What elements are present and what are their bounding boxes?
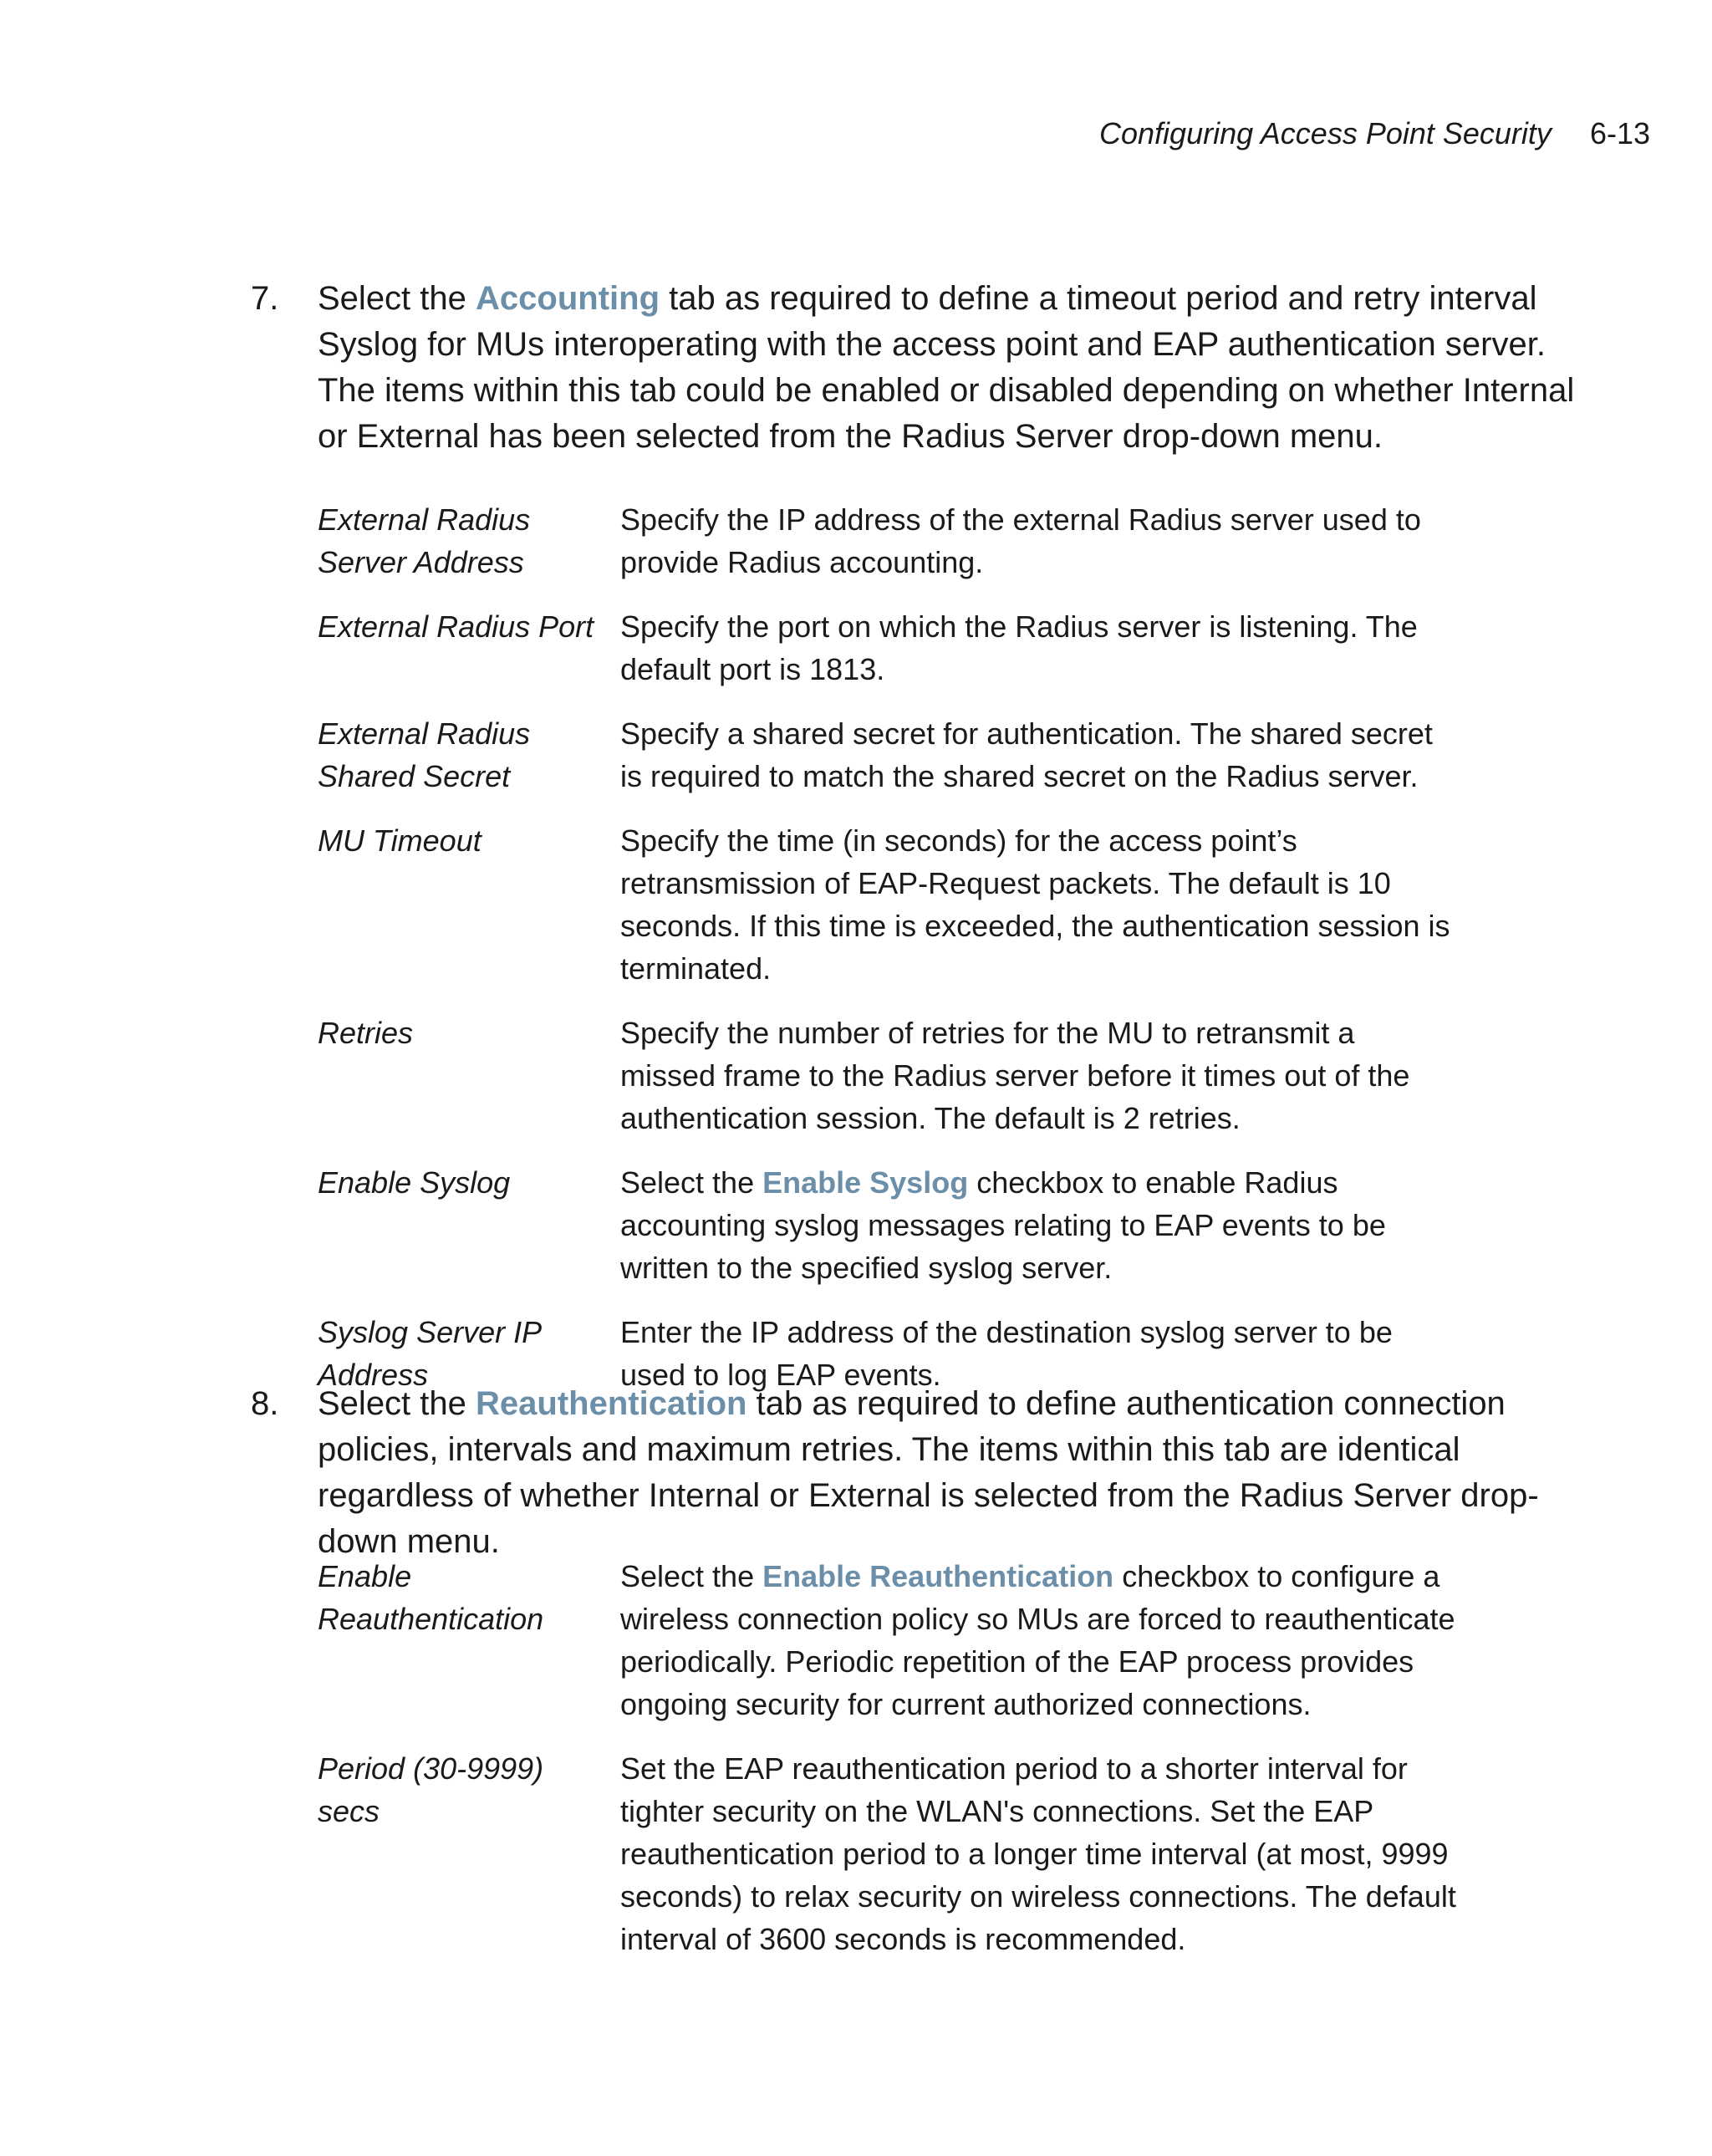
param-period-secs [318, 1747, 1488, 1960]
step-number: 8. [251, 1385, 279, 1422]
step-text: Select the Accounting tab as required to define a timeout period and retry interval Syslog for MUs interoperating with the access point and EAP authentication server. The items within this tab could be enabled or disabled depending on whether Internal or External has been selected from the Radius Server drop-down menu. [318, 280, 1575, 455]
param-mu-timeout [318, 819, 1488, 990]
param-term: Retries [318, 1016, 414, 1050]
param-external-radius-server-address [318, 498, 1488, 584]
param-description: Select the Enable Reauthentication checkbox to configure a wireless connection policy so MUs are forced to reauthenticate periodically. Periodic repetition of the EAP process provides ongoing security for current authorized connections. [620, 1559, 1455, 1721]
ui-term-accounting: Accounting [476, 280, 660, 317]
param-description: Specify the number of retries for the MU to retransmit a missed frame to the Radius server before it times out of the authentication session. The default is 2 retries. [620, 1016, 1410, 1135]
step-8 [251, 1381, 1588, 1565]
ui-term-enable-syslog: Enable Syslog [762, 1165, 969, 1200]
param-description: Specify the port on which the Radius server is listening. The default port is 1813. [620, 609, 1418, 686]
param-external-radius-port [318, 605, 1488, 691]
param-term: Enable Reauthentication [318, 1559, 544, 1636]
page-number: 6-13 [1589, 116, 1650, 150]
param-term: External Radius Server Address [318, 502, 531, 579]
page-header [1099, 114, 1650, 154]
step-7 [251, 276, 1588, 460]
param-description: Set the EAP reauthentication period to a shorter interval for tighter security on the WLAN's connections. Set the EAP reauthentication period to a longer time interval (at most, 9999 seconds) to relax security on wireless connections. The default interval of 3600 seconds is recommended. [620, 1751, 1456, 1956]
step-8-parameter-list [318, 1555, 1488, 1982]
param-external-radius-shared-secret [318, 712, 1488, 798]
param-term: External Radius Port [318, 609, 594, 644]
param-enable-reauthentication [318, 1555, 1488, 1725]
param-description: Enter the IP address of the destination syslog server to be used to log EAP events. [620, 1315, 1393, 1392]
param-retries [318, 1012, 1488, 1139]
param-term: Syslog Server IP Address [318, 1315, 541, 1392]
param-term: MU Timeout [318, 823, 482, 858]
param-enable-syslog [318, 1161, 1488, 1289]
step-7-parameter-list [318, 498, 1488, 1418]
param-description: Select the Enable Syslog checkbox to enable Radius accounting syslog messages relating to EAP events to be written to the specified syslog server. [620, 1165, 1386, 1285]
param-description: Specify the time (in seconds) for the access point’s retransmission of EAP-Request packets. The default is 10 seconds. If this time is exceeded, the authentication session is terminated. [620, 823, 1450, 986]
step-text: Select the Reauthentication tab as required to define authentication connection policies, intervals and maximum retries. The items within this tab are identical regardless of whether Internal or External is selected from the Radius Server drop-down menu. [318, 1385, 1539, 1560]
param-description: Specify a shared secret for authentication. The shared secret is required to match the shared secret on the Radius server. [620, 716, 1433, 793]
param-term: External Radius Shared Secret [318, 716, 531, 793]
ui-term-enable-reauthentication: Enable Reauthentication [762, 1559, 1114, 1593]
section-title: Configuring Access Point Security [1099, 116, 1552, 150]
param-term: Period (30-9999) secs [318, 1751, 544, 1828]
step-number: 7. [251, 280, 279, 317]
param-description: Specify the IP address of the external Radius server used to provide Radius accounting. [620, 502, 1421, 579]
ui-term-reauthentication: Reauthentication [476, 1385, 747, 1422]
param-term: Enable Syslog [318, 1165, 511, 1200]
